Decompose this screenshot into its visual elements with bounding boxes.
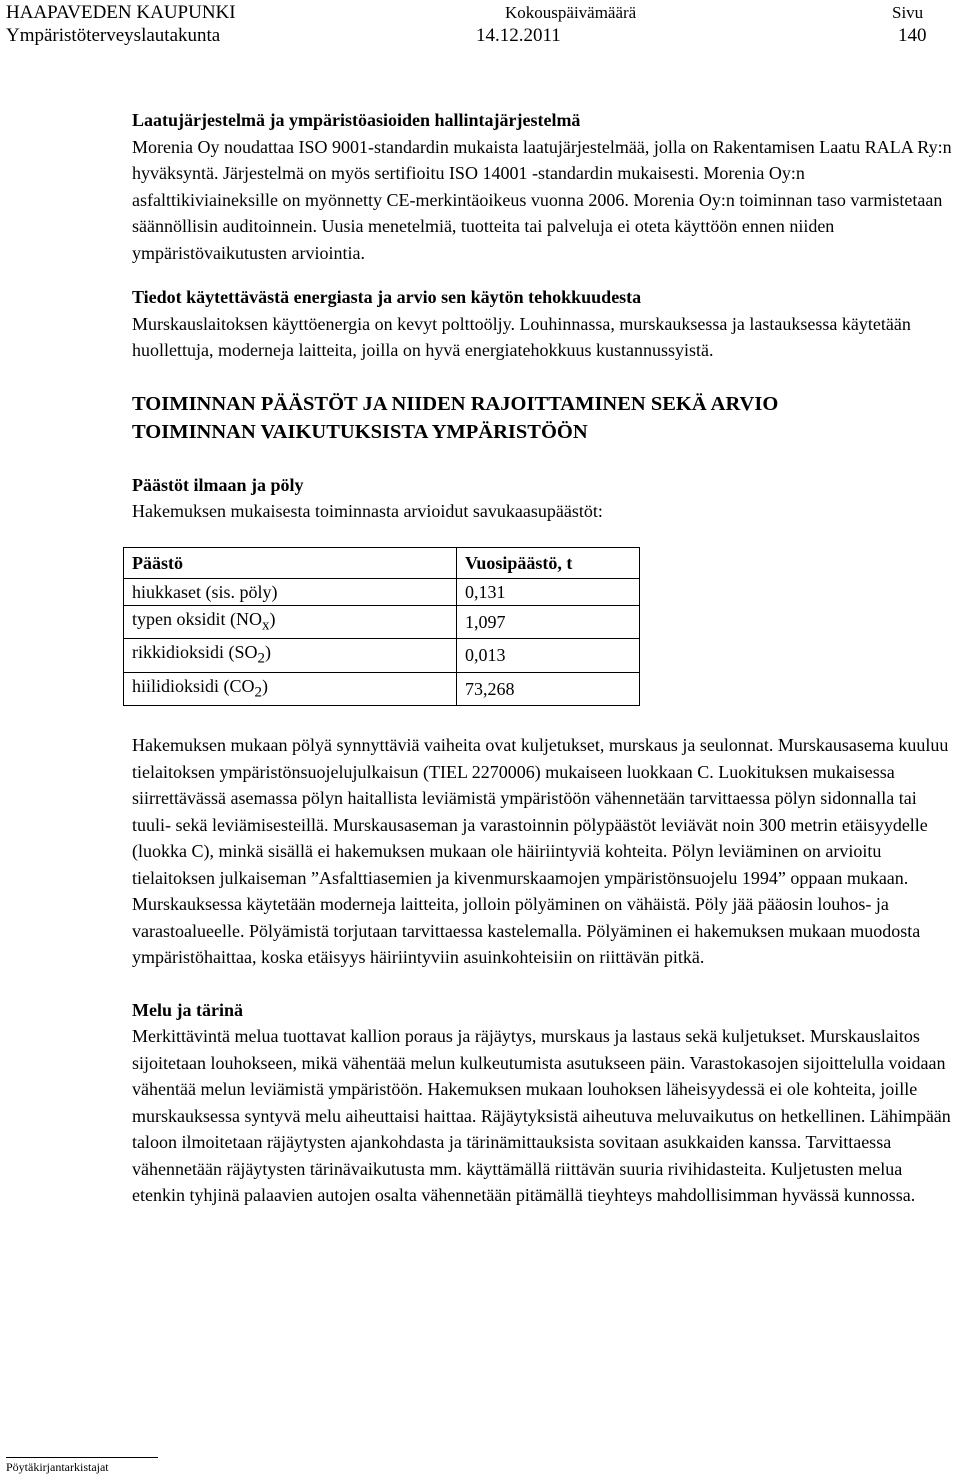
- emissions-table: [123, 547, 640, 707]
- document-body: [132, 107, 954, 1209]
- paragraph-air-dust: Hakemuksen mukaan pölyä synnyttäviä vaiheita ovat kuljetukset, murskaus ja seulonnat. Murskausasema kuuluu tielaitoksen ympäristönsuojelujulkaisun (TIEL 2270006) mukaiseen luokkaan C. Luokituksen mukaisessa siirrettävässä asemassa pölyn haitallista leviämistä ympäristöön vähennetään tarvittaessa pölyn sidonnalla tai tuuli- sekä leviämisesteillä. Murskausaseman ja varastoinnin pölypäästöt leviävät noin 300 metrin etäisyydelle (luokka C), minkä sisällä ei hakemuksen mukaan ole häiriintyviä kohteita. Pölyn leviäminen on arvioitu tielaitoksen julkaiseman ”Asfalttiasemien ja kivenmurskaamojen ympäristönsuojelu 1994” oppaan mukaan. Murskauksessa käytetään moderneja laitteita, jolloin pölyäminen on vähäistä. Pöly jää pääosin louhos- ja varastoalueelle. Pölyämistä torjutaan tarvittaessa kastelemalla. Pölyäminen ei hakemuksen mukaan muodosta ympäristöhaittaa, koska etäisyys häiriintyviin asuinkohteisiin on riittävän pitkä.: [132, 735, 949, 968]
- table-cell-name: typen oksidit $(NO_x)$: [124, 605, 457, 639]
- table-row: [124, 639, 640, 673]
- table-header-emission: Päästö: [124, 547, 457, 578]
- paragraph-air-intro: Hakemuksen mukaisesta toiminnasta arvioidut savukaasupäästöt:: [132, 501, 603, 521]
- table-cell-value: 0,013: [457, 639, 640, 673]
- table-cell-name: hiilidioksidi $(CO_2)$: [124, 672, 457, 706]
- paragraph-quality: Morenia Oy noudattaa ISO 9001-standardin mukaista laatujärjestelmää, jolla on Rakentamisen Laatu RALA Ry:n hyväksyntä. Järjestelmä on myös sertifioitu ISO 14001 -standardin mukaisesti. Morenia Oy:n asfalttikiviaineksille on myönnetty CE-merkintäoikeus vuonna 2006. Morenia Oy:n toiminnan taso varmistetaan säännöllisin auditoinnein. Uusia menetelmiä, tuotteita tai palveluja ei oteta käyttöön ennen niiden ympäristövaikutusten arviointia.: [132, 136, 952, 263]
- section-heading-noise: Melu ja tärinä: [132, 999, 243, 1020]
- paragraph-energy: Murskauslaitoksen käyttöenergia on kevyt polttoöljy. Louhinnassa, murskauksessa ja lastauksessa käytetään huollettuja, moderneja laitteita, joilla on hyvä energiatehokkuus kustannussyistä.: [132, 313, 911, 360]
- table-row: [124, 578, 640, 605]
- paragraph-noise: Merkittävintä melua tuottavat kallion poraus ja räjäytys, murskaus ja lastaus sekä kuljetukset. Murskauslaitos sijoitetaan louhokseen, mikä vähentää melun kulkeutumista asutukseen päin. Varastokasojen sijoittelulla voidaan vähentää melun leviämistä ympäristöön. Hakemuksen mukaan louhoksen läheisyydessä ei ole kohteita, joille murskauksessa syntyvä melu aiheuttaisi haittaa. Räjäytyksistä aiheutuva meluvaikutus on hetkellinen. Lähimpään taloon ilmoitetaan räjäytysten ajankohdasta ja tärinämittauksista sovitaan asukkaiden kanssa. Tarvittaessa vähennetään räjäytysten tärinävaikutusta mm. käyttämällä riittävän suuria rivihidasteita. Kuljetusten melua etenkin tyhjinä palaavien autojen osalta vähennetään pitämällä tieyhteys mahdollisimman hyvässä kunnossa.: [132, 1026, 951, 1206]
- table-cell-value: 0,131: [457, 578, 640, 605]
- header-organization: HAAPAVEDEN KAUPUNKI: [6, 2, 236, 23]
- table-row: [124, 672, 640, 706]
- section-heading-air: Päästöt ilmaan ja pöly: [132, 474, 304, 495]
- header-date-label: Kokouspäivämäärä: [505, 3, 637, 22]
- header-department: Ympäristöterveyslautakunta: [6, 25, 221, 46]
- main-heading-line-2: TOIMINNAN VAIKUTUKSISTA YMPÄRISTÖÖN: [132, 420, 588, 443]
- table-header-annual: Vuosipäästö, t: [457, 547, 640, 578]
- header-page-label: Sivu: [892, 3, 924, 22]
- header-date: 14.12.2011: [476, 25, 561, 46]
- table-row: [124, 605, 640, 639]
- section-heading-energy: Tiedot käytettävästä energiasta ja arvio sen käytön tehokkuudesta: [132, 287, 642, 307]
- header-page-number: 140: [898, 25, 927, 46]
- table-cell-name: rikkidioksidi $(SO_2)$: [124, 639, 457, 673]
- footer-label: Pöytäkirjantarkistajat: [6, 1460, 109, 1474]
- section-heading-quality: Laatujärjestelmä ja ympäristöasioiden hallintajärjestelmä: [132, 110, 581, 130]
- table-cell-value: 73,268: [457, 672, 640, 706]
- table-cell-value: 1,097: [457, 605, 640, 639]
- main-heading-line-1: TOIMINNAN PÄÄSTÖT JA NIIDEN RAJOITTAMINEN SEKÄ ARVIO: [132, 392, 779, 415]
- table-header-row: [124, 547, 640, 578]
- footer-signature-line: [6, 1457, 158, 1458]
- table-cell-name: hiukkaset (sis. pöly): [124, 578, 457, 605]
